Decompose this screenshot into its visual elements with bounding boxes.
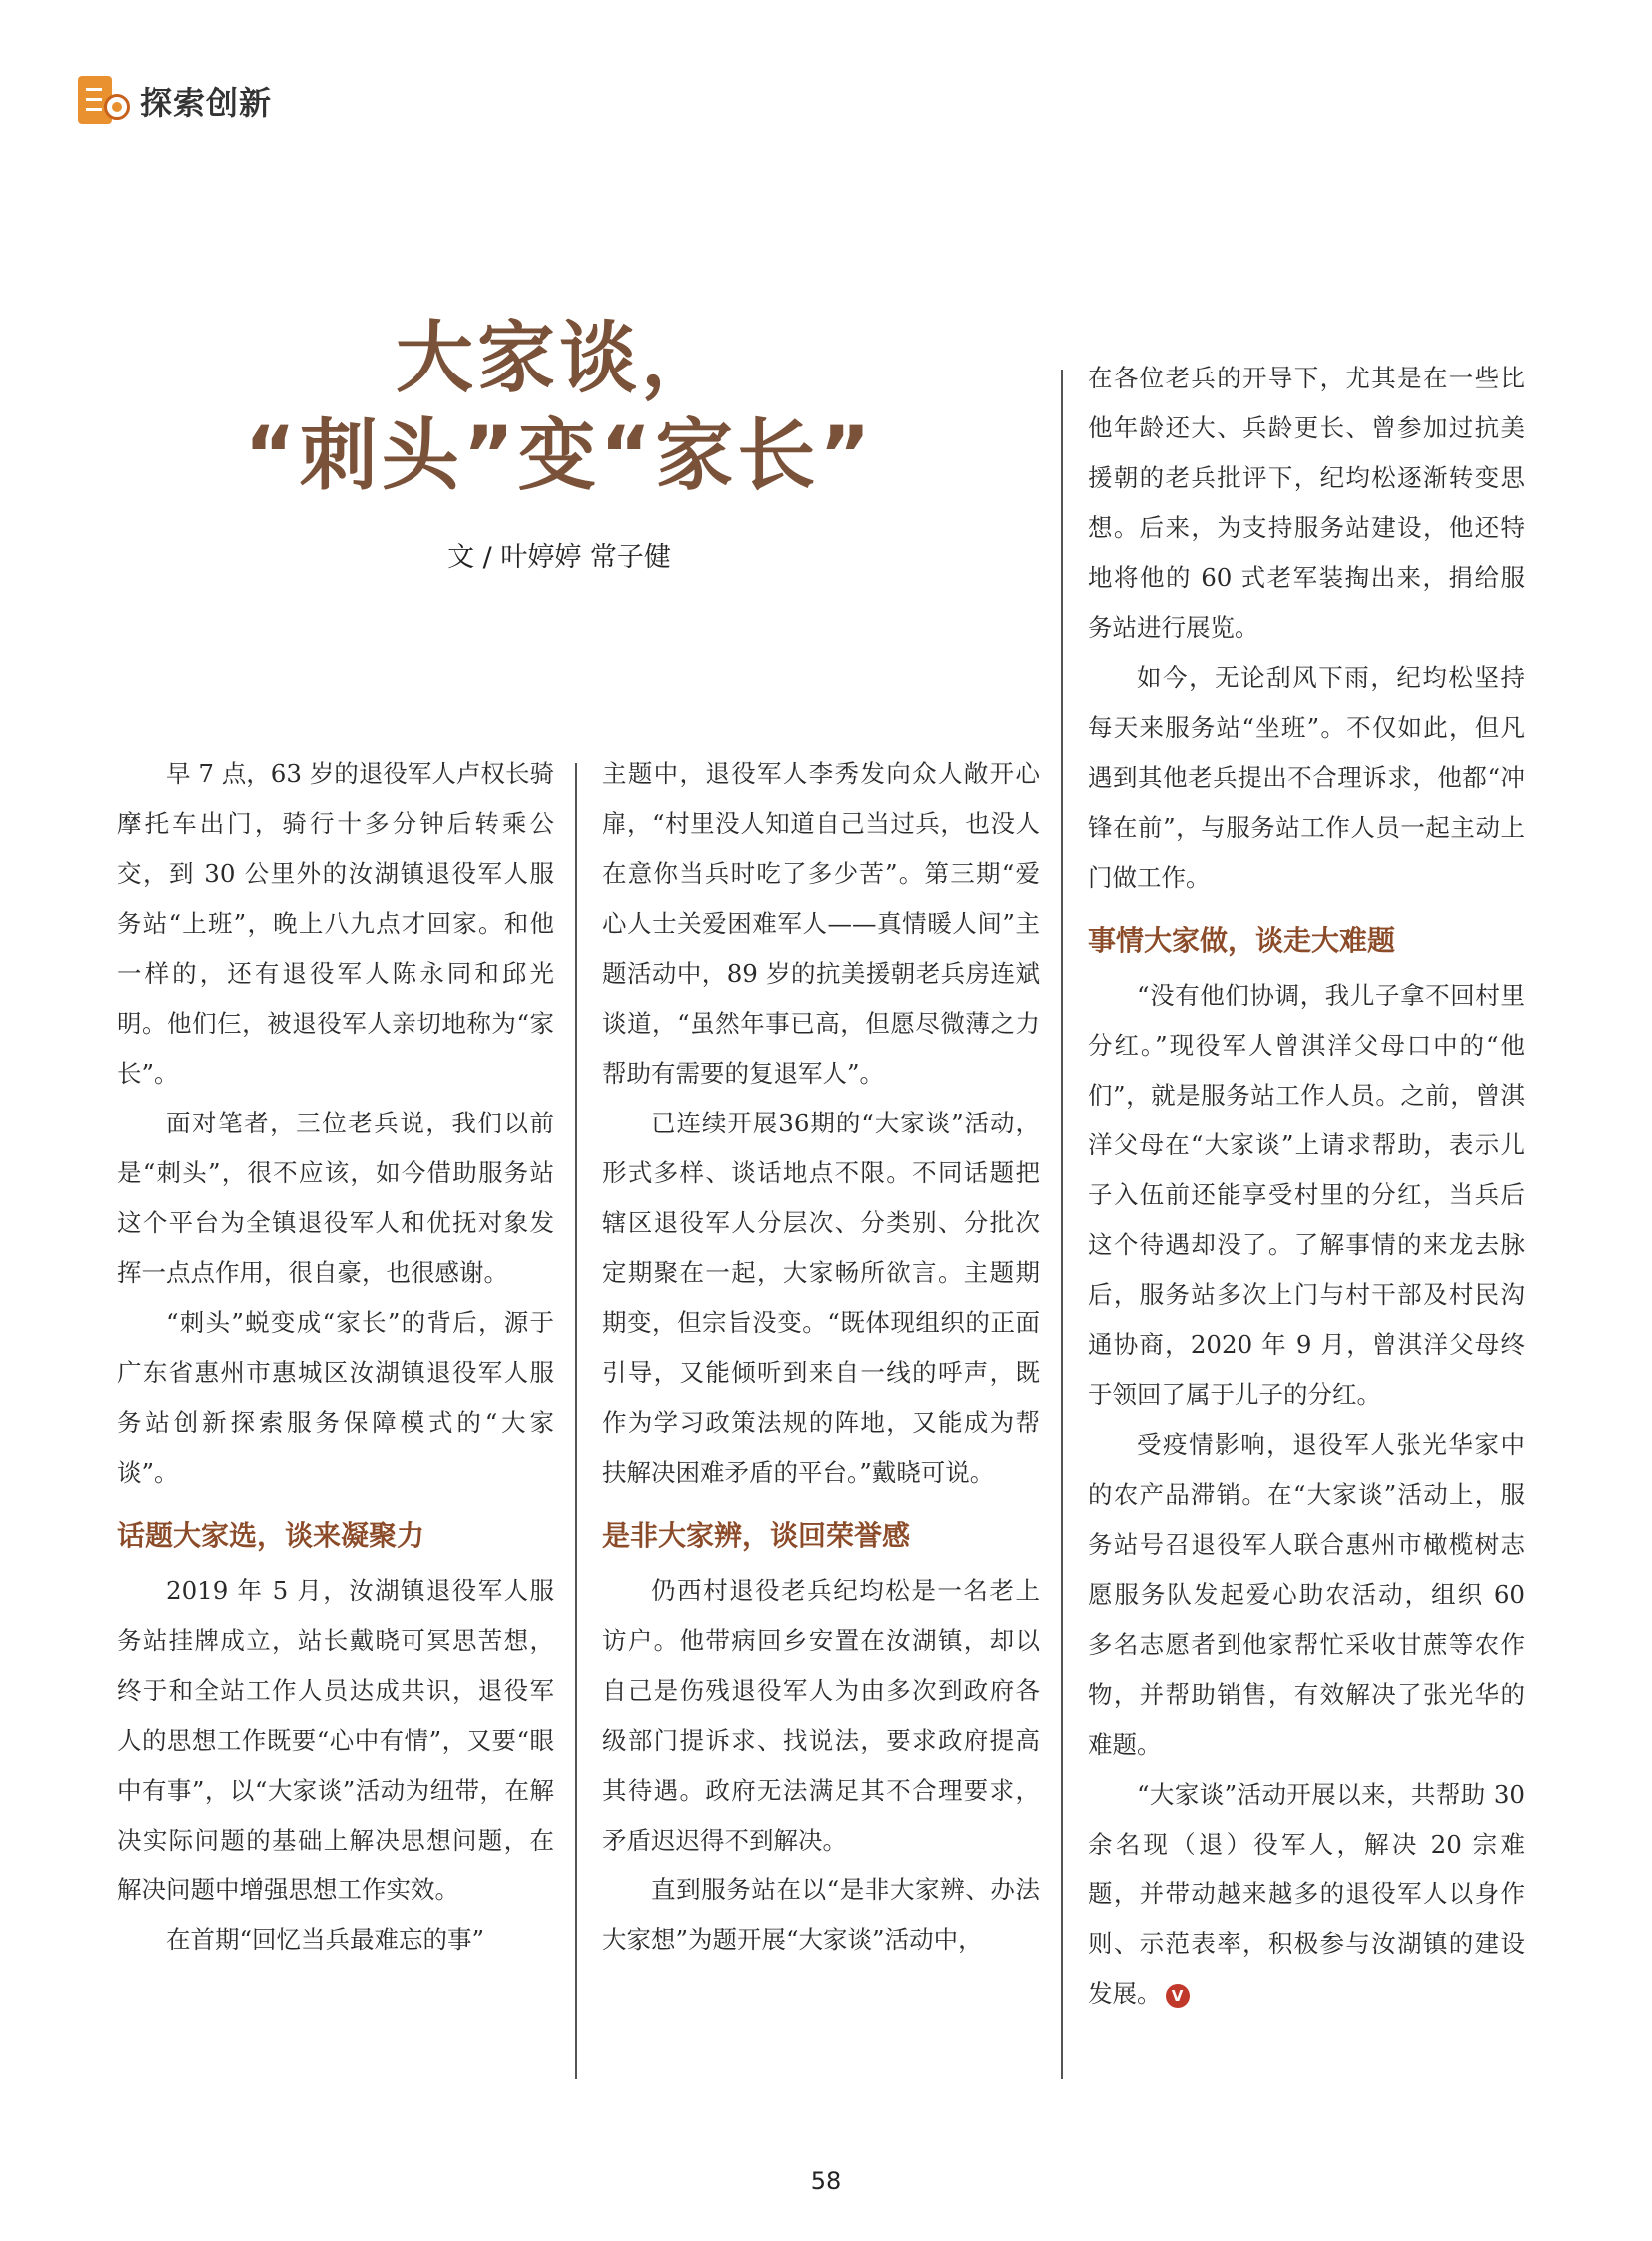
paragraph: “没有他们协调，我儿子拿不回村里分红。”现役军人曾淇洋父母口中的“他们”，就是服务站工作人员。之前，曾淇洋父母在“大家谈”上请求帮助，表示儿子入伍前还能享受村里的分红，当兵后这个待遇却没了。了解事情的来龙去脉后，服务站多次上门与村干部及村民沟通协商，2020 年 9 月，曾淇洋父母终于领回了属于儿子的分红。 bbox=[1088, 981, 1525, 1409]
paragraph bbox=[1088, 1770, 1525, 2019]
paragraph: 主题中，退役军人李秀发向众人敞开心扉，“村里没人知道自己当过兵，也没人在意你当兵时吃了多少苦”。第三期“爱心人士关爱困难军人——真情暖人间”主题活动中，89 岁的抗美援朝老兵房连斌谈道，“虽然年事已高，但愿尽微薄之力帮助有需要的复退军人”。 bbox=[602, 759, 1040, 1088]
paragraph-text: “大家谈”活动开展以来，共帮助 30 余名现（退）役军人，解决 20 宗难题，并带动越来越多的退役军人以身作则、示范表率，积极参与汝湖镇的建设发展。 bbox=[1088, 1780, 1525, 2008]
article-title-line1: 大家谈， bbox=[395, 314, 723, 403]
paragraph: 如今，无论刮风下雨，纪均松坚持每天来服务站“坐班”。不仅如此，但凡遇到其他老兵提出不合理诉求，他都“冲锋在前”，与服务站工作人员一起主动上门做工作。 bbox=[1088, 663, 1525, 892]
paragraph: 在首期“回忆当兵最难忘的事” bbox=[166, 1925, 485, 1954]
column-3 bbox=[1088, 354, 1525, 2019]
section-heading: 话题大家选，谈来凝聚力 bbox=[117, 1519, 425, 1552]
column-divider bbox=[575, 763, 577, 2079]
column-2 bbox=[602, 749, 1040, 1965]
paragraph: 早 7 点，63 岁的退役军人卢权长骑摩托车出门，骑行十多分钟后转乘公交，到 30 公里外的汝湖镇退役军人服务站“上班”，晚上八九点才回家。和他一样的，还有退役军人陈永同和邱光明。他们仨，被退役军人亲切地称为“家长”。 bbox=[117, 759, 554, 1088]
section-heading: 事情大家做，谈走大难题 bbox=[1088, 924, 1396, 957]
article-byline: 文 / 叶婷婷 常子健 bbox=[447, 542, 671, 573]
article-title-line2: “刺头”变“家长” bbox=[244, 411, 875, 501]
column-1 bbox=[117, 749, 554, 1965]
paragraph: 面对笔者，三位老兵说，我们以前是“刺头”，很不应该，如今借助服务站这个平台为全镇退役军人和优抚对象发挥一点点作用，很自豪，也很感谢。 bbox=[117, 1109, 554, 1287]
paragraph: 已连续开展36期的“大家谈”活动，形式多样、谈话地点不限。不同话题把辖区退役军人分层次、分类别、分批次定期聚在一起，大家畅所欲言。主题期期变，但宗旨没变。“既体现组织的正面引导，又能倾听到来自一线的呼声，既作为学习政策法规的阵地，又能成为帮扶解决困难矛盾的平台。”戴晓可说。 bbox=[602, 1109, 1040, 1487]
section-heading: 是非大家辨，谈回荣誉感 bbox=[602, 1519, 911, 1552]
section-name: 探索创新 bbox=[140, 84, 273, 122]
section-header bbox=[78, 74, 272, 128]
paragraph: “刺头”蜕变成“家长”的背后，源于广东省惠州市惠城区汝湖镇退役军人服务站创新探索服务保障模式的“大家谈”。 bbox=[117, 1308, 554, 1487]
paragraph: 直到服务站在以“是非大家辨、办法大家想”为题开展“大家谈”活动中， bbox=[602, 1875, 1040, 1954]
column-divider bbox=[1061, 370, 1063, 2079]
paragraph: 在各位老兵的开导下，尤其是在一些比他年龄还大、兵龄更长、曾参加过抗美援朝的老兵批评下，纪均松逐渐转变思想。后来，为支持服务站建设，他还特地将他的 60 式老军装掏出来，捐给服务站进行展览。 bbox=[1088, 364, 1525, 642]
section-logo-icon bbox=[78, 74, 132, 128]
end-mark-icon: V bbox=[1166, 1984, 1190, 2008]
page-number: 58 bbox=[810, 2167, 842, 2195]
paragraph: 仍西村退役老兵纪均松是一名老上访户。他带病回乡安置在汝湖镇，却以自己是伤残退役军人为由多次到政府各级部门提诉求、找说法，要求政府提高其待遇。政府无法满足其不合理要求，矛盾迟迟得不到解决。 bbox=[602, 1576, 1040, 1855]
paragraph: 2019 年 5 月，汝湖镇退役军人服务站挂牌成立，站长戴晓可冥思苦想，终于和全站工作人员达成共识，退役军人的思想工作既要“心中有情”，又要“眼中有事”，以“大家谈”活动为纽带，在解决实际问题的基础上解决思想问题，在解决问题中增强思想工作实效。 bbox=[117, 1576, 554, 1904]
paragraph: 受疫情影响，退役军人张光华家中的农产品滞销。在“大家谈”活动上，服务站号召退役军人联合惠州市橄榄树志愿服务队发起爱心助农活动，组织 60 多名志愿者到他家帮忙采收甘蔗等农作物，并帮助销售，有效解决了张光华的难题。 bbox=[1088, 1430, 1525, 1759]
